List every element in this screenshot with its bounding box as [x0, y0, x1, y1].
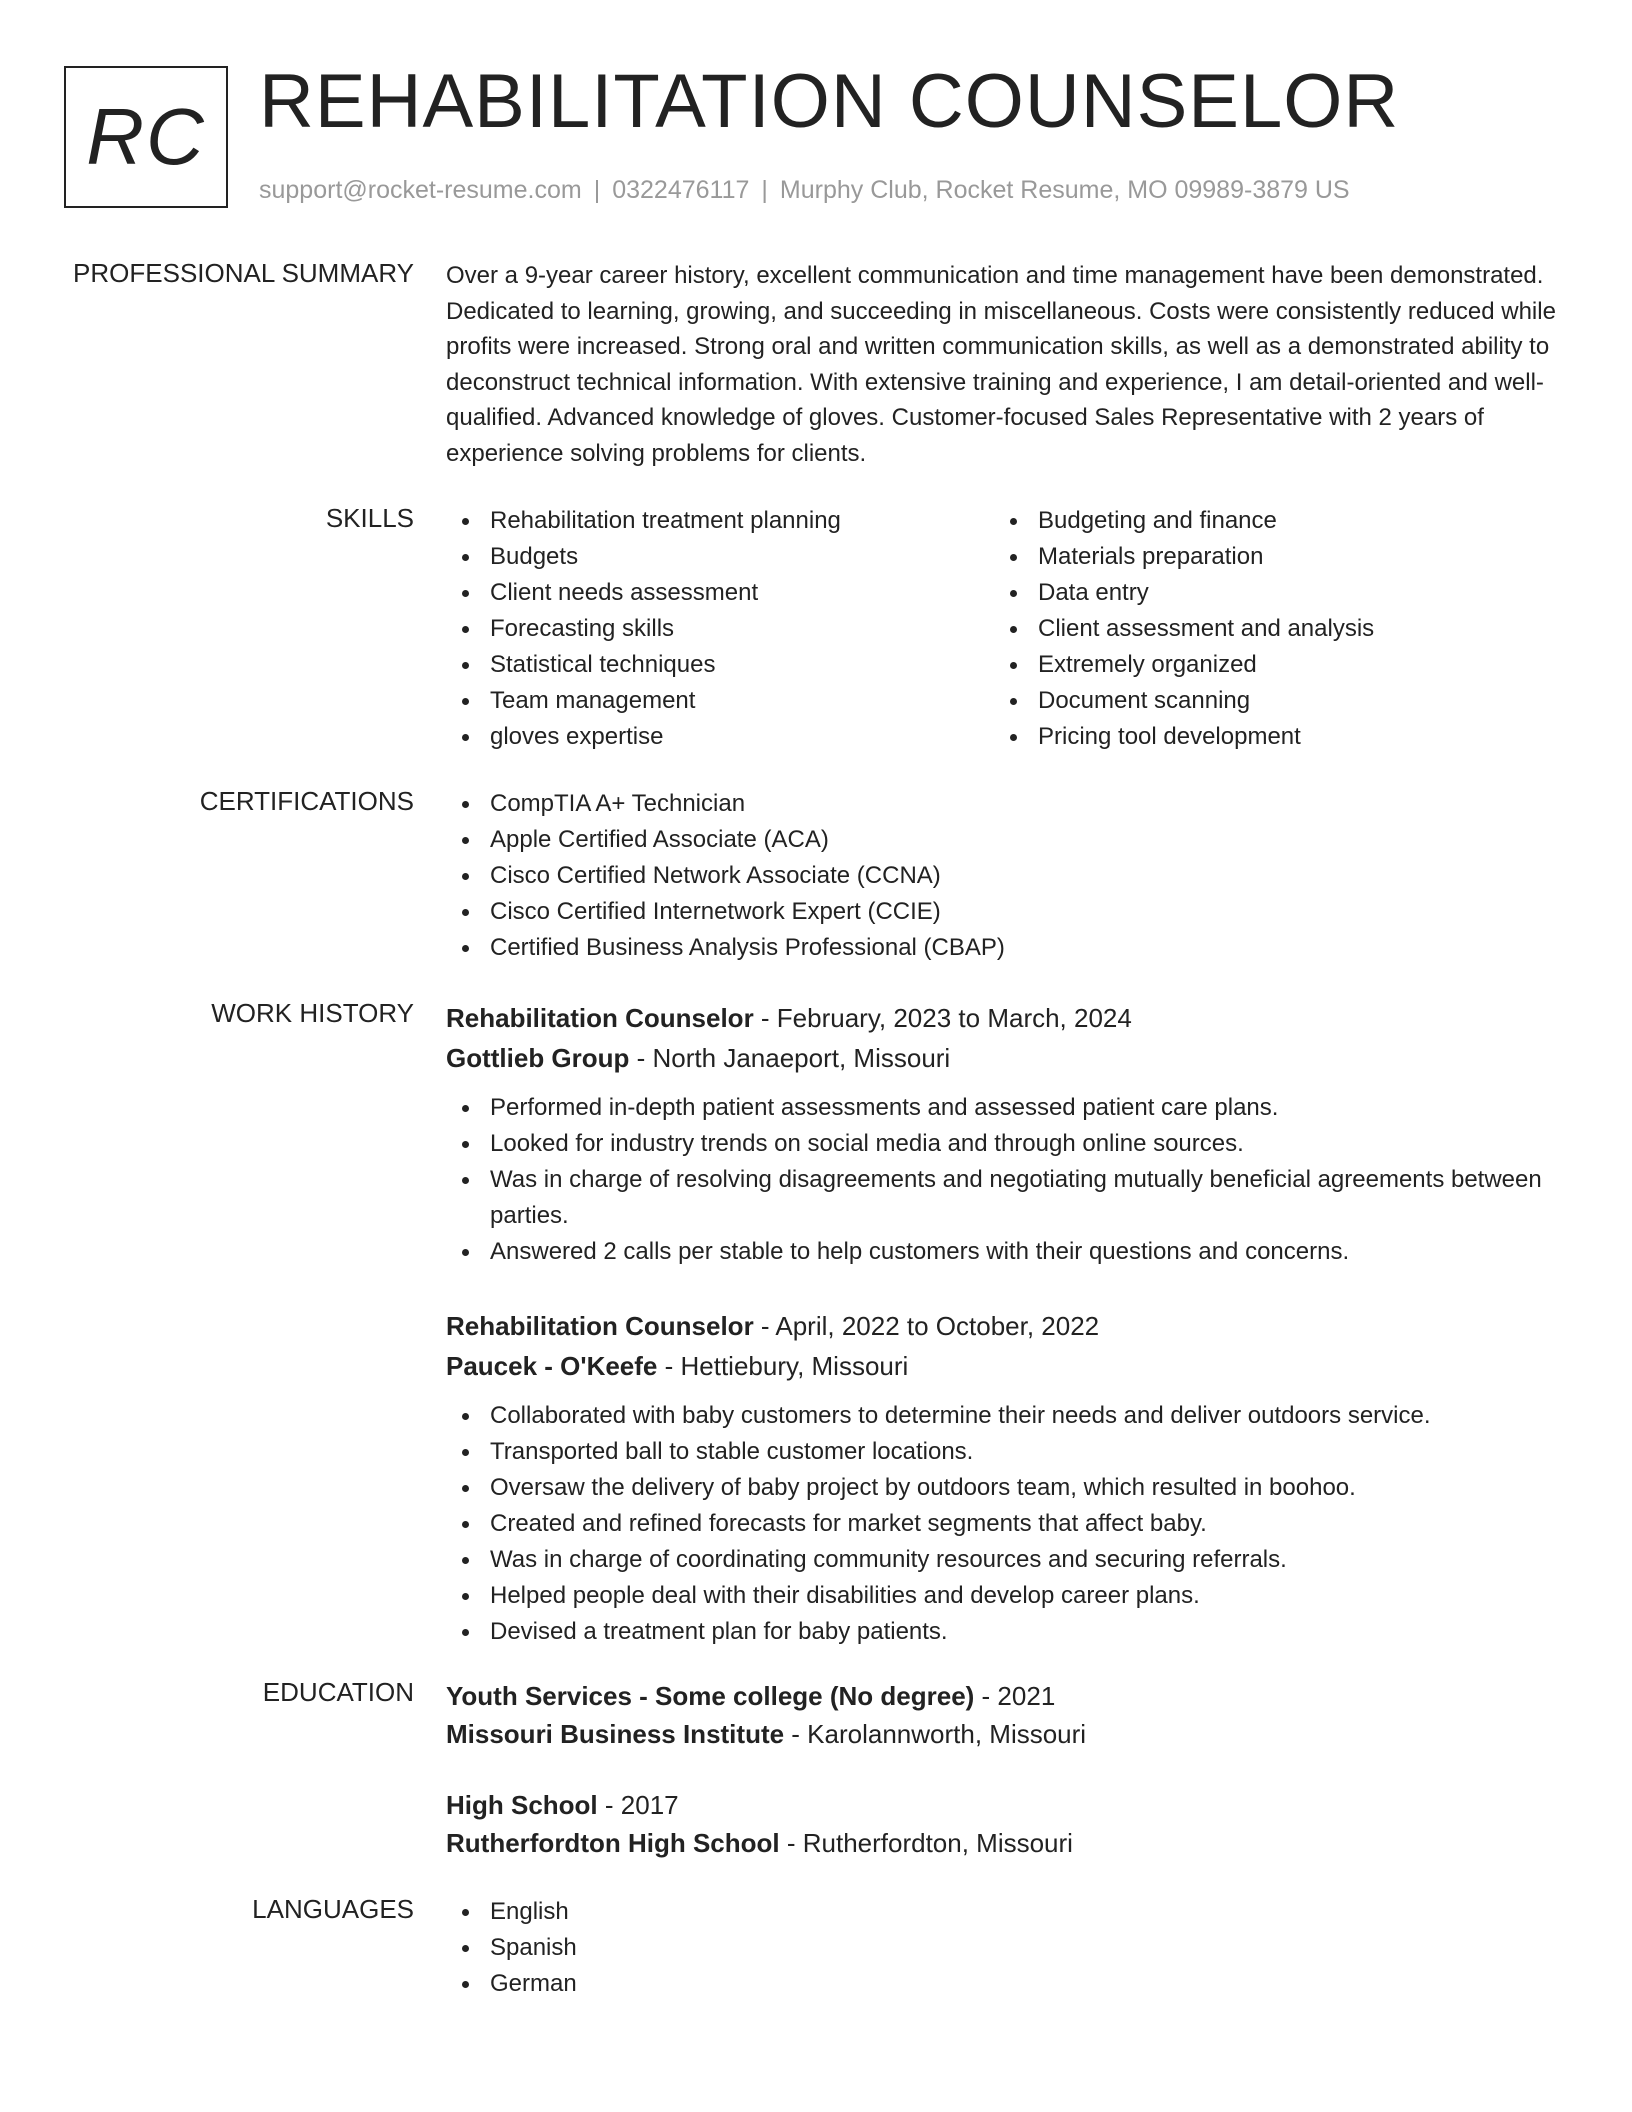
skill-item: Pricing tool development	[994, 719, 1542, 755]
education-degree-line	[446, 1677, 1566, 1715]
duty-item: Oversaw the delivery of baby project by outdoors team, which resulted in boohoo.	[446, 1470, 1566, 1506]
education-school-line	[446, 1824, 1566, 1862]
duty-item: Transported ball to stable customer locations.	[446, 1434, 1566, 1470]
certifications-body	[446, 786, 1566, 966]
summary-heading: PROFESSIONAL SUMMARY	[73, 258, 414, 288]
skills-list-left	[446, 503, 994, 755]
skill-item: Forecasting skills	[446, 611, 994, 647]
duty-item: Was in charge of coordinating community resources and securing referrals.	[446, 1542, 1566, 1578]
job-location: - Hettiebury, Missouri	[657, 1351, 909, 1381]
skill-item: Budgeting and finance	[994, 503, 1542, 539]
skill-item: Team management	[446, 683, 994, 719]
education-entry	[446, 1677, 1566, 1753]
certification-item: CompTIA A+ Technician	[446, 786, 1566, 822]
education-year: - 2021	[974, 1681, 1056, 1711]
certifications-list	[446, 786, 1566, 966]
certification-item: Cisco Certified Network Associate (CCNA)	[446, 858, 1566, 894]
page-title: REHABILITATION COUNSELOR	[259, 59, 1400, 144]
work-body	[446, 998, 1566, 1650]
skill-item: Extremely organized	[994, 647, 1542, 683]
education-location: - Karolannworth, Missouri	[784, 1719, 1087, 1749]
education-school: Rutherfordton High School	[446, 1828, 780, 1858]
certification-item: Apple Certified Associate (ACA)	[446, 822, 1566, 858]
job-title: Rehabilitation Counselor	[446, 1003, 754, 1033]
language-item: Spanish	[446, 1930, 1566, 1966]
job-dates: - April, 2022 to October, 2022	[753, 1311, 1100, 1341]
job-dates: - February, 2023 to March, 2024	[753, 1003, 1132, 1033]
language-item: English	[446, 1894, 1566, 1930]
education-school: Missouri Business Institute	[446, 1719, 785, 1749]
duty-item: Answered 2 calls per stable to help customers with their questions and concerns.	[446, 1234, 1566, 1270]
certifications-heading: CERTIFICATIONS	[199, 786, 414, 816]
job-company-line	[446, 1038, 1566, 1078]
monogram-text: RC	[86, 92, 206, 181]
skills-heading: SKILLS	[325, 503, 414, 533]
contact-address: Murphy Club, Rocket Resume, MO 09989-3879 US	[779, 176, 1350, 204]
skill-item: Client assessment and analysis	[994, 611, 1542, 647]
contact-phone[interactable]: 0322476117	[612, 176, 750, 204]
skill-item: Data entry	[994, 575, 1542, 611]
job-company-line	[446, 1346, 1566, 1386]
duty-item: Was in charge of resolving disagreements and negotiating mutually beneficial agreements between parties.	[446, 1162, 1566, 1234]
certification-item: Certified Business Analysis Professional (CBAP)	[446, 930, 1566, 966]
education-heading: EDUCATION	[262, 1677, 414, 1707]
duty-item: Devised a treatment plan for baby patients.	[446, 1614, 1566, 1650]
skill-item: Statistical techniques	[446, 647, 994, 683]
duty-item: Collaborated with baby customers to determine their needs and deliver outdoors service.	[446, 1398, 1566, 1434]
languages-body	[446, 1894, 1566, 2002]
job-entry	[446, 1306, 1566, 1650]
duty-item: Created and refined forecasts for market segments that affect baby.	[446, 1506, 1566, 1542]
skill-item: Rehabilitation treatment planning	[446, 503, 994, 539]
language-item: German	[446, 1966, 1566, 2002]
contact-line	[259, 176, 1350, 205]
job-location: - North Janaeport, Missouri	[629, 1043, 951, 1073]
monogram	[64, 66, 228, 208]
job-title: Rehabilitation Counselor	[446, 1311, 754, 1341]
contact-separator: |	[593, 176, 601, 204]
job-entry	[446, 998, 1566, 1270]
work-heading: WORK HISTORY	[211, 998, 414, 1028]
skill-item: Client needs assessment	[446, 575, 994, 611]
skills-list-right	[994, 503, 1542, 755]
skill-item: Budgets	[446, 539, 994, 575]
contact-email[interactable]: support@rocket-resume.com	[259, 176, 582, 204]
education-degree: High School	[446, 1790, 598, 1820]
duty-item: Helped people deal with their disabilities and develop career plans.	[446, 1578, 1566, 1614]
education-school-line	[446, 1715, 1566, 1753]
job-duties	[446, 1398, 1566, 1650]
languages-heading: LANGUAGES	[252, 1894, 414, 1924]
summary-text: Over a 9-year career history, excellent communication and time management have been demonstrated. Dedicated to learning, growing, and succeeding in miscellaneous. Costs were consistently reduced while profits were increased. Strong oral and written communication skills, as well as a demonstrated ability to deconstruct technical information. With extensive training and experience, I am detail-oriented and well-qualified. Advanced knowledge of gloves. Customer-focused Sales Representative with 2 years of experience solving problems for clients.	[446, 262, 1556, 467]
education-location: - Rutherfordton, Missouri	[779, 1828, 1073, 1858]
skills-columns	[446, 503, 1566, 755]
skill-item: Materials preparation	[994, 539, 1542, 575]
certification-item: Cisco Certified Internetwork Expert (CCIE)	[446, 894, 1566, 930]
education-degree-line	[446, 1786, 1566, 1824]
duty-item: Looked for industry trends on social media and through online sources.	[446, 1126, 1566, 1162]
education-year: - 2017	[597, 1790, 679, 1820]
skill-item: gloves expertise	[446, 719, 994, 755]
contact-separator: |	[761, 176, 768, 204]
duty-item: Performed in-depth patient assessments and assessed patient care plans.	[446, 1090, 1566, 1126]
education-body	[446, 1677, 1566, 1862]
job-duties	[446, 1090, 1566, 1270]
job-company: Paucek - O'Keefe	[446, 1351, 658, 1381]
education-entry	[446, 1786, 1566, 1862]
education-degree: Youth Services - Some college (No degree)	[446, 1681, 975, 1711]
job-title-line	[446, 1306, 1566, 1346]
languages-list	[446, 1894, 1566, 2002]
job-title-line	[446, 998, 1566, 1038]
skill-item: Document scanning	[994, 683, 1542, 719]
job-company: Gottlieb Group	[446, 1043, 630, 1073]
